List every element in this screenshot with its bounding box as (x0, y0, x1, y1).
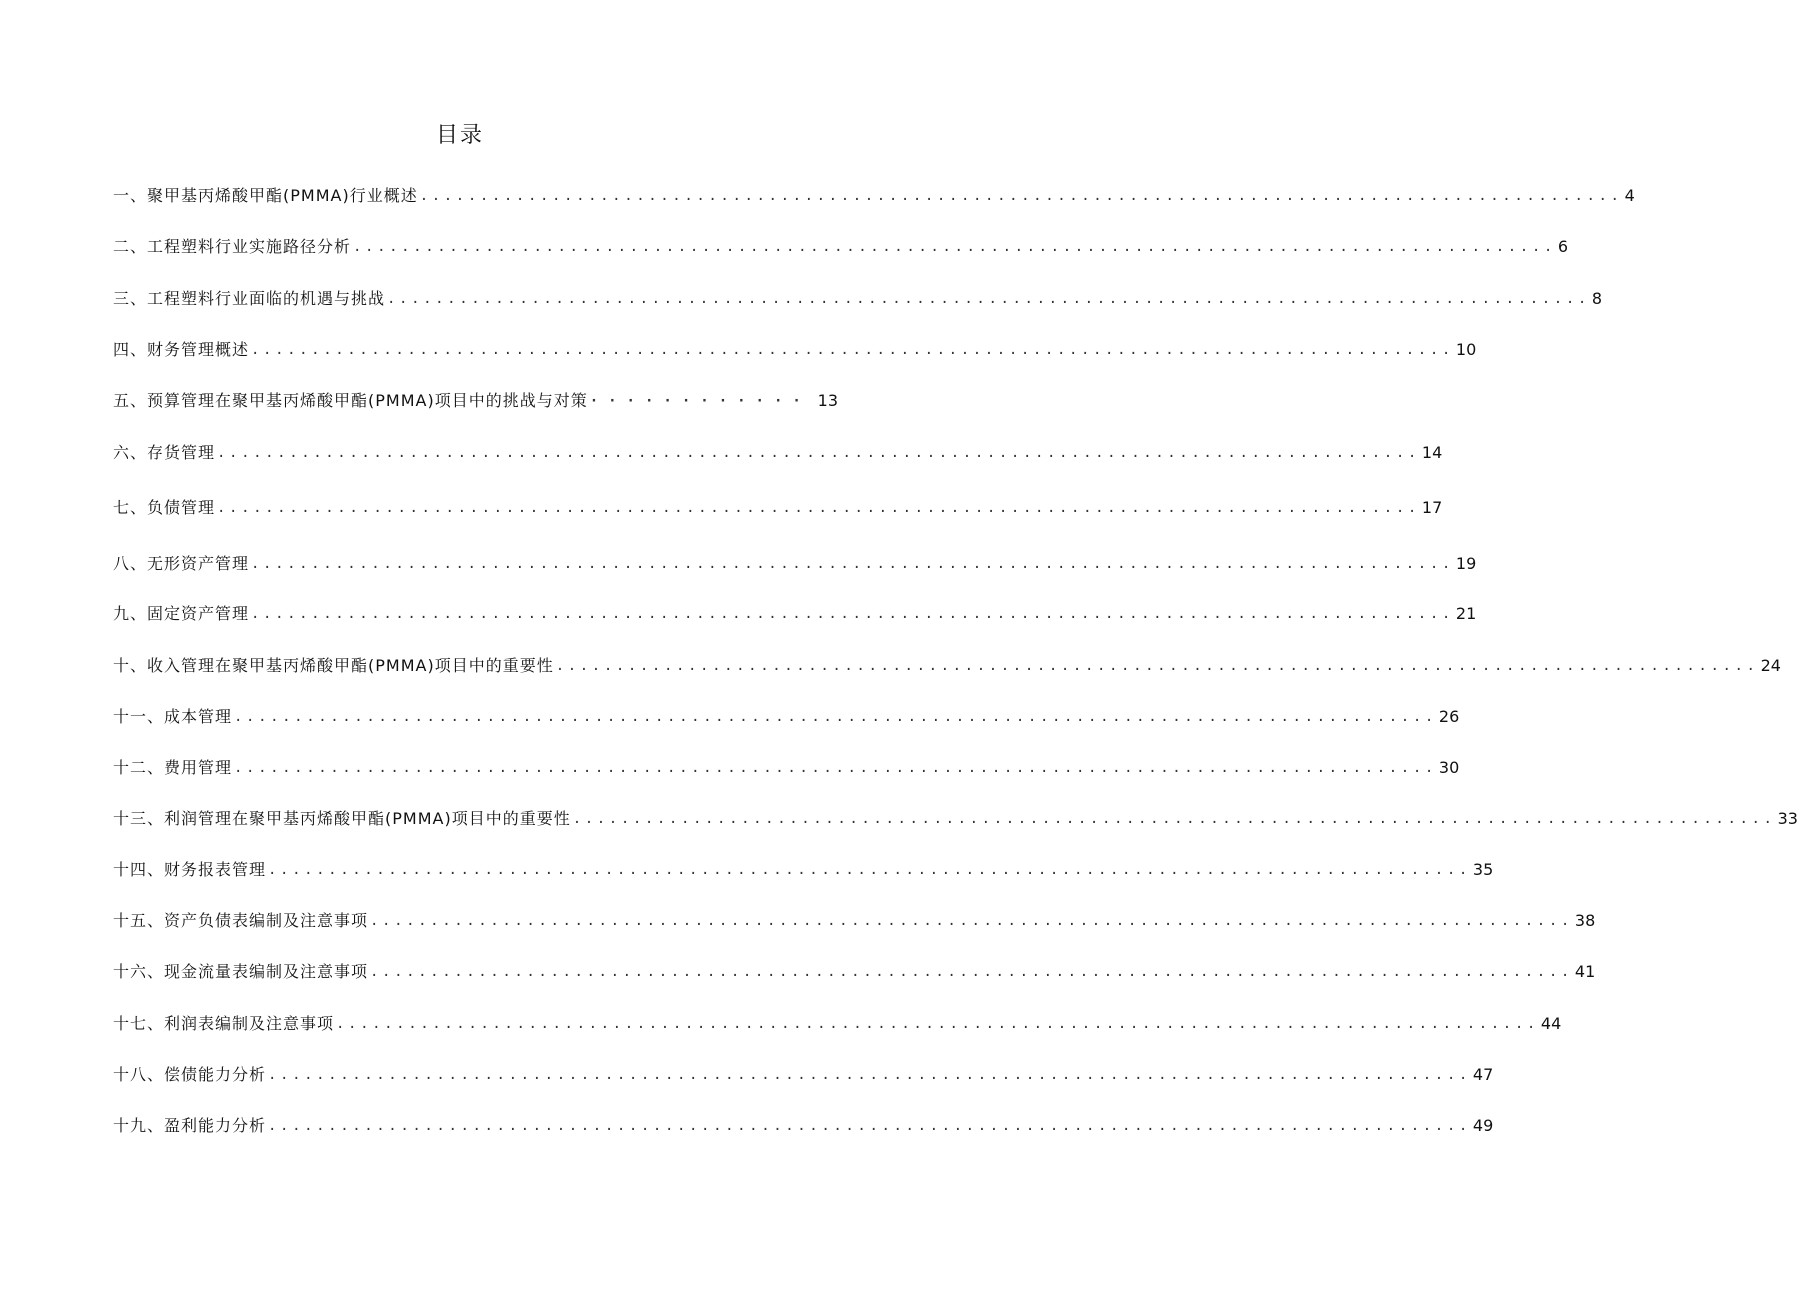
toc-entry[interactable] (113, 601, 1477, 627)
toc-entry-label: 十五、资产负债表编制及注意事项 (113, 911, 369, 930)
toc-leader-dots: .................................................................................................... (353, 239, 1556, 255)
toc-entry-page: 47 (1472, 1065, 1494, 1084)
toc-entry[interactable] (113, 495, 1443, 521)
toc-entry[interactable] (113, 1011, 1562, 1037)
toc-entry[interactable] (113, 440, 1443, 466)
toc-entry-page: 49 (1472, 1116, 1494, 1135)
toc-entry[interactable] (113, 234, 1569, 260)
toc-entry[interactable] (113, 704, 1460, 730)
toc-leader-dots: .................................................................................................... (217, 445, 1420, 461)
toc-entry[interactable] (113, 337, 1477, 363)
toc-entry-label: 四、财务管理概述 (113, 340, 250, 359)
toc-entry-page: 6 (1557, 237, 1569, 256)
toc-leader-dots: .................................................................................................... (234, 760, 1437, 776)
toc-entry-label: 十八、偿债能力分析 (113, 1065, 267, 1084)
toc-entry-label: 十九、盈利能力分析 (113, 1116, 267, 1135)
toc-entry-page: 33 (1777, 809, 1798, 828)
toc-leader-dots: .................................................................................................... (268, 862, 1471, 878)
toc-entry-label: 十、收入管理在聚甲基丙烯酸甲酯(PMMA)项目中的重要性 (113, 656, 554, 675)
toc-entry[interactable] (113, 653, 1781, 679)
toc-leader-dots: .................................................................................................... (268, 1118, 1471, 1134)
toc-entry-label: 十一、成本管理 (113, 707, 233, 726)
toc-entry[interactable] (113, 908, 1596, 934)
toc-entry-label: 二、工程塑料行业实施路径分析 (113, 237, 352, 256)
toc-leader-dots: .................................................................................................... (370, 913, 1573, 929)
toc-entry[interactable] (113, 806, 1798, 832)
toc-entry-label: 十三、利润管理在聚甲基丙烯酸甲酯(PMMA)项目中的重要性 (113, 809, 571, 828)
toc-leader-dots: .................................................................................................... (251, 556, 1454, 572)
toc-leader-dots: .................................................................................................... (370, 964, 1573, 980)
toc-entry[interactable] (113, 959, 1596, 985)
toc-title: 目录 (435, 123, 484, 148)
toc-entry[interactable] (113, 1062, 1494, 1088)
toc-leader-dots: .................................................................................................... (387, 291, 1590, 307)
toc-leader-dots: .................................................................................................... (268, 1067, 1471, 1083)
toc-entry-page: 35 (1472, 860, 1494, 879)
toc-entry-page: 21 (1455, 604, 1477, 623)
toc-entry[interactable] (113, 183, 1635, 209)
toc-entry-page: 26 (1438, 707, 1460, 726)
toc-entry-label: 十六、现金流量表编制及注意事项 (113, 962, 369, 981)
toc-leader-dots: .................................................................................................... (217, 500, 1420, 516)
toc-entry-label: 八、无形资产管理 (113, 554, 250, 573)
toc-entry-page: 30 (1438, 758, 1460, 777)
toc-entry[interactable] (113, 388, 838, 414)
toc-entry-page: 24 (1760, 656, 1781, 675)
toc-leader-dots: .................................................................................................... (251, 342, 1454, 358)
toc-leader-dots: ············ (589, 393, 811, 409)
toc-entry[interactable] (113, 551, 1477, 577)
toc-entry-label: 十七、利润表编制及注意事项 (113, 1014, 335, 1033)
toc-entry-page: 10 (1455, 340, 1477, 359)
toc-entry-label: 三、工程塑料行业面临的机遇与挑战 (113, 289, 386, 308)
toc-leader-dots: .................................................................................................... (336, 1016, 1539, 1032)
toc-entry-label: 七、负债管理 (113, 498, 216, 517)
toc-entry[interactable] (113, 286, 1603, 312)
toc-leader-dots: .................................................................................................... (555, 658, 1759, 674)
toc-entry-label: 十四、财务报表管理 (113, 860, 267, 879)
toc-leader-dots: .................................................................................................... (572, 811, 1776, 827)
toc-entry-label: 五、预算管理在聚甲基丙烯酸甲酯(PMMA)项目中的挑战与对策 (113, 391, 588, 410)
toc-entry[interactable] (113, 755, 1460, 781)
toc-entry-page: 44 (1540, 1014, 1562, 1033)
toc-entry-label: 十二、费用管理 (113, 758, 233, 777)
toc-entry-page: 41 (1574, 962, 1596, 981)
toc-entry-label: 六、存货管理 (113, 443, 216, 462)
toc-entry-label: 一、聚甲基丙烯酸甲酯(PMMA)行业概述 (113, 186, 418, 205)
toc-entry-page: 17 (1421, 498, 1443, 517)
toc-entry[interactable] (113, 857, 1494, 883)
toc-leader-dots: .................................................................................................... (234, 709, 1437, 725)
toc-entry-page: 38 (1574, 911, 1596, 930)
toc-entry-page: 19 (1455, 554, 1477, 573)
toc-entry-page: 8 (1591, 289, 1603, 308)
toc-entry[interactable] (113, 1113, 1494, 1139)
toc-entry-page: 4 (1624, 186, 1635, 205)
toc-entry-page: 13 (817, 391, 838, 410)
toc-entry-label: 九、固定资产管理 (113, 604, 250, 623)
toc-list (113, 0, 1798, 1301)
toc-entry-page: 14 (1421, 443, 1443, 462)
toc-leader-dots: .................................................................................................... (419, 188, 1623, 204)
toc-leader-dots: .................................................................................................... (251, 606, 1454, 622)
